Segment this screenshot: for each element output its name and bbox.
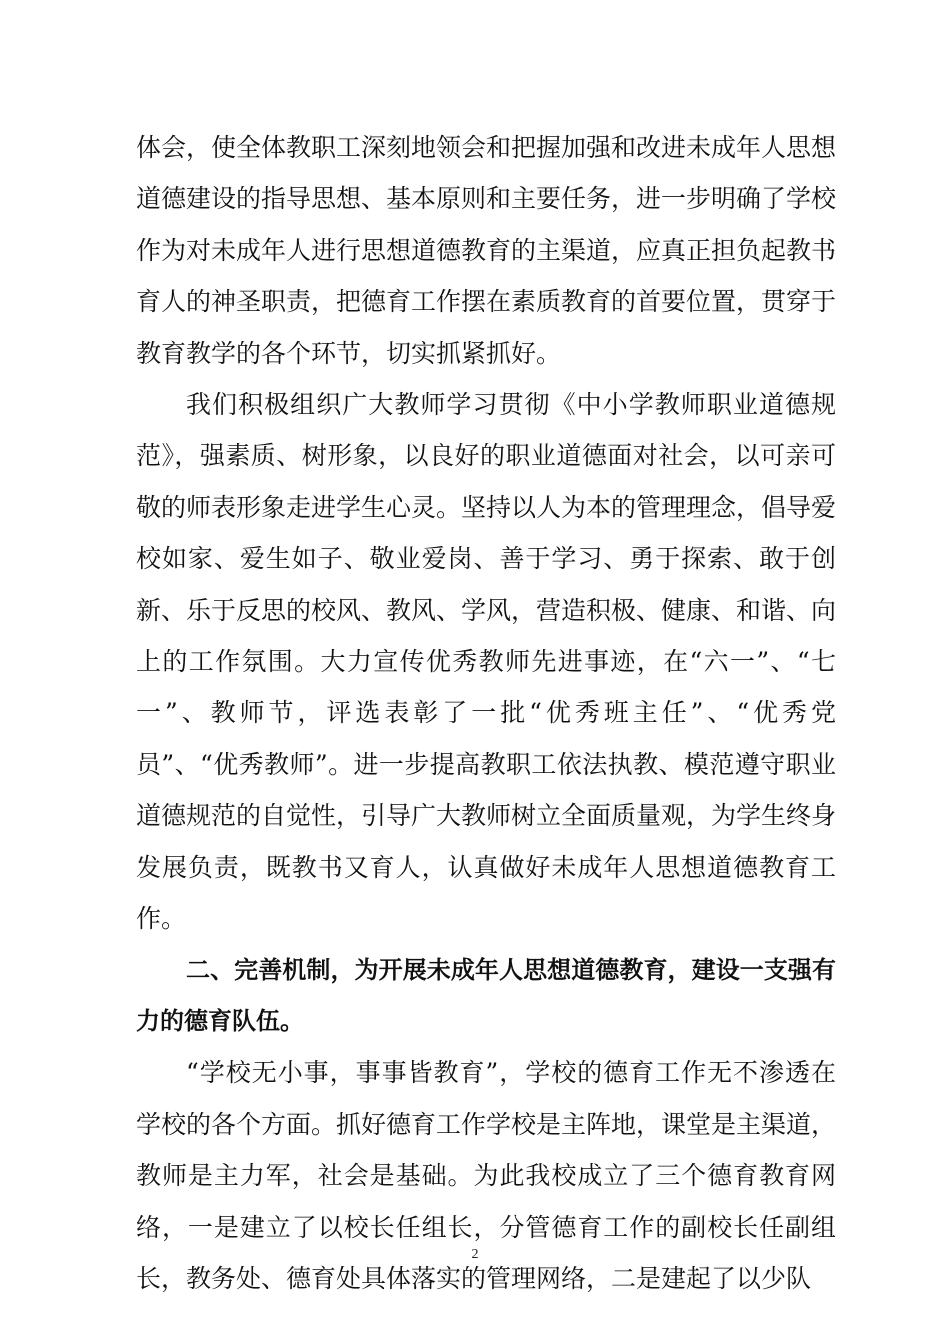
paragraph-education-network: “学校无小事，事事皆教育”，学校的德育工作无不渗透在学校的各个方面。抓好德育工作学校是主阵地，课堂是主渠道，教师是主力军，社会是基础。为此我校成立了三个德育教育网络，一是建立了以校长任组长，分管德育工作的副校长任副组长，教务处、德育处具体落实的管理网络，二是建起了以少队: [136, 1058, 837, 1293]
section-heading-2: 二、完善机制，为开展未成年人思想道德教育，建设一支强有力的德育队伍。: [136, 955, 836, 1035]
paragraph-continuation: 体会，使全体教职工深刻地领会和把握加强和改进未成年人思想道德建设的指导思想、基本原则和主要任务，进一步明确了学校作为对未成年人进行思想道德教育的主渠道，应真正担负起教书育人的神圣职责，把德育工作摆在素质教育的首要位置，贯穿于教育教学的各个环节，切实抓紧抓好。: [136, 133, 837, 368]
document-body: [136, 122, 836, 1304]
paragraph-teacher-ethics: 我们积极组织广大教师学习贯彻《中小学教师职业道德规范》，强素质、树形象，以良好的职业道德面对社会，以可亲可敬的师表形象走进学生心灵。坚持以人为本的管理理念，倡导爱校如家、爱生如子、敬业爱岗、善于学习、勇于探索、敢于创新、乐于反思的校风、教风、学风，营造积极、健康、和谐、向上的工作氛围。大力宣传优秀教师先进事迹，在“六一”、“七一”、教师节，评选表彰了一批“优秀班主任”、“优秀党员”、“优秀教师”。进一步提高教职工依法执教、模范遵守职业道德规范的自觉性，引导广大教师树立全面质量观，为学生终身发展负责，既教书又育人，认真做好未成年人思想道德教育工作。: [136, 390, 837, 934]
page-number: 2: [471, 1247, 479, 1262]
